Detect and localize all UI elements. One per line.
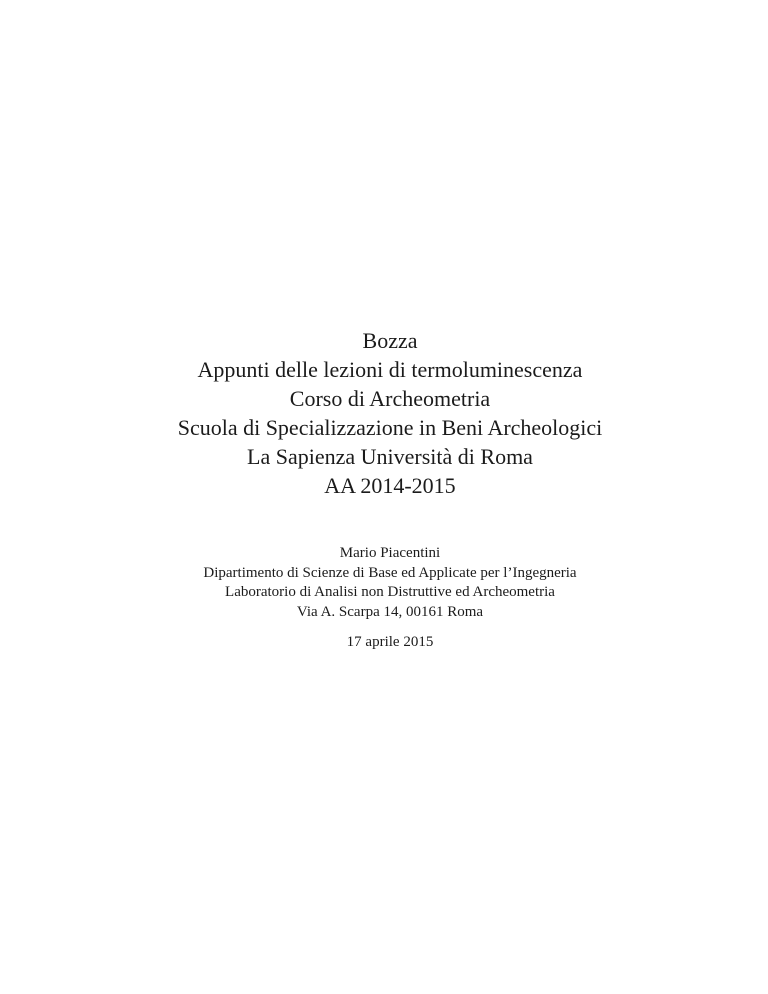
title-line-school: Scuola di Specializzazione in Beni Archeologici — [177, 415, 603, 440]
author-department: Dipartimento di Scienze di Base ed Applicate per l’Ingegneria — [203, 564, 577, 581]
author-block — [12, 544, 768, 623]
title-line-course: Corso di Archeometria — [289, 386, 491, 411]
title-line-main: Appunti delle lezioni di termoluminescenza — [197, 357, 583, 382]
title-block — [12, 326, 768, 500]
author-address: Via A. Scarpa 14, 00161 Roma — [296, 604, 484, 621]
document-date: 17 aprile 2015 — [346, 634, 434, 650]
title-line-draft: Bozza — [362, 328, 418, 353]
author-name: Mario Piacentini — [339, 545, 441, 561]
title-line-academic-year: AA 2014-2015 — [324, 473, 456, 498]
title-line-university: La Sapienza Università di Roma — [247, 444, 533, 469]
author-laboratory: Laboratorio di Analisi non Distruttive ed Archeometria — [225, 584, 555, 601]
date-block — [12, 633, 768, 653]
